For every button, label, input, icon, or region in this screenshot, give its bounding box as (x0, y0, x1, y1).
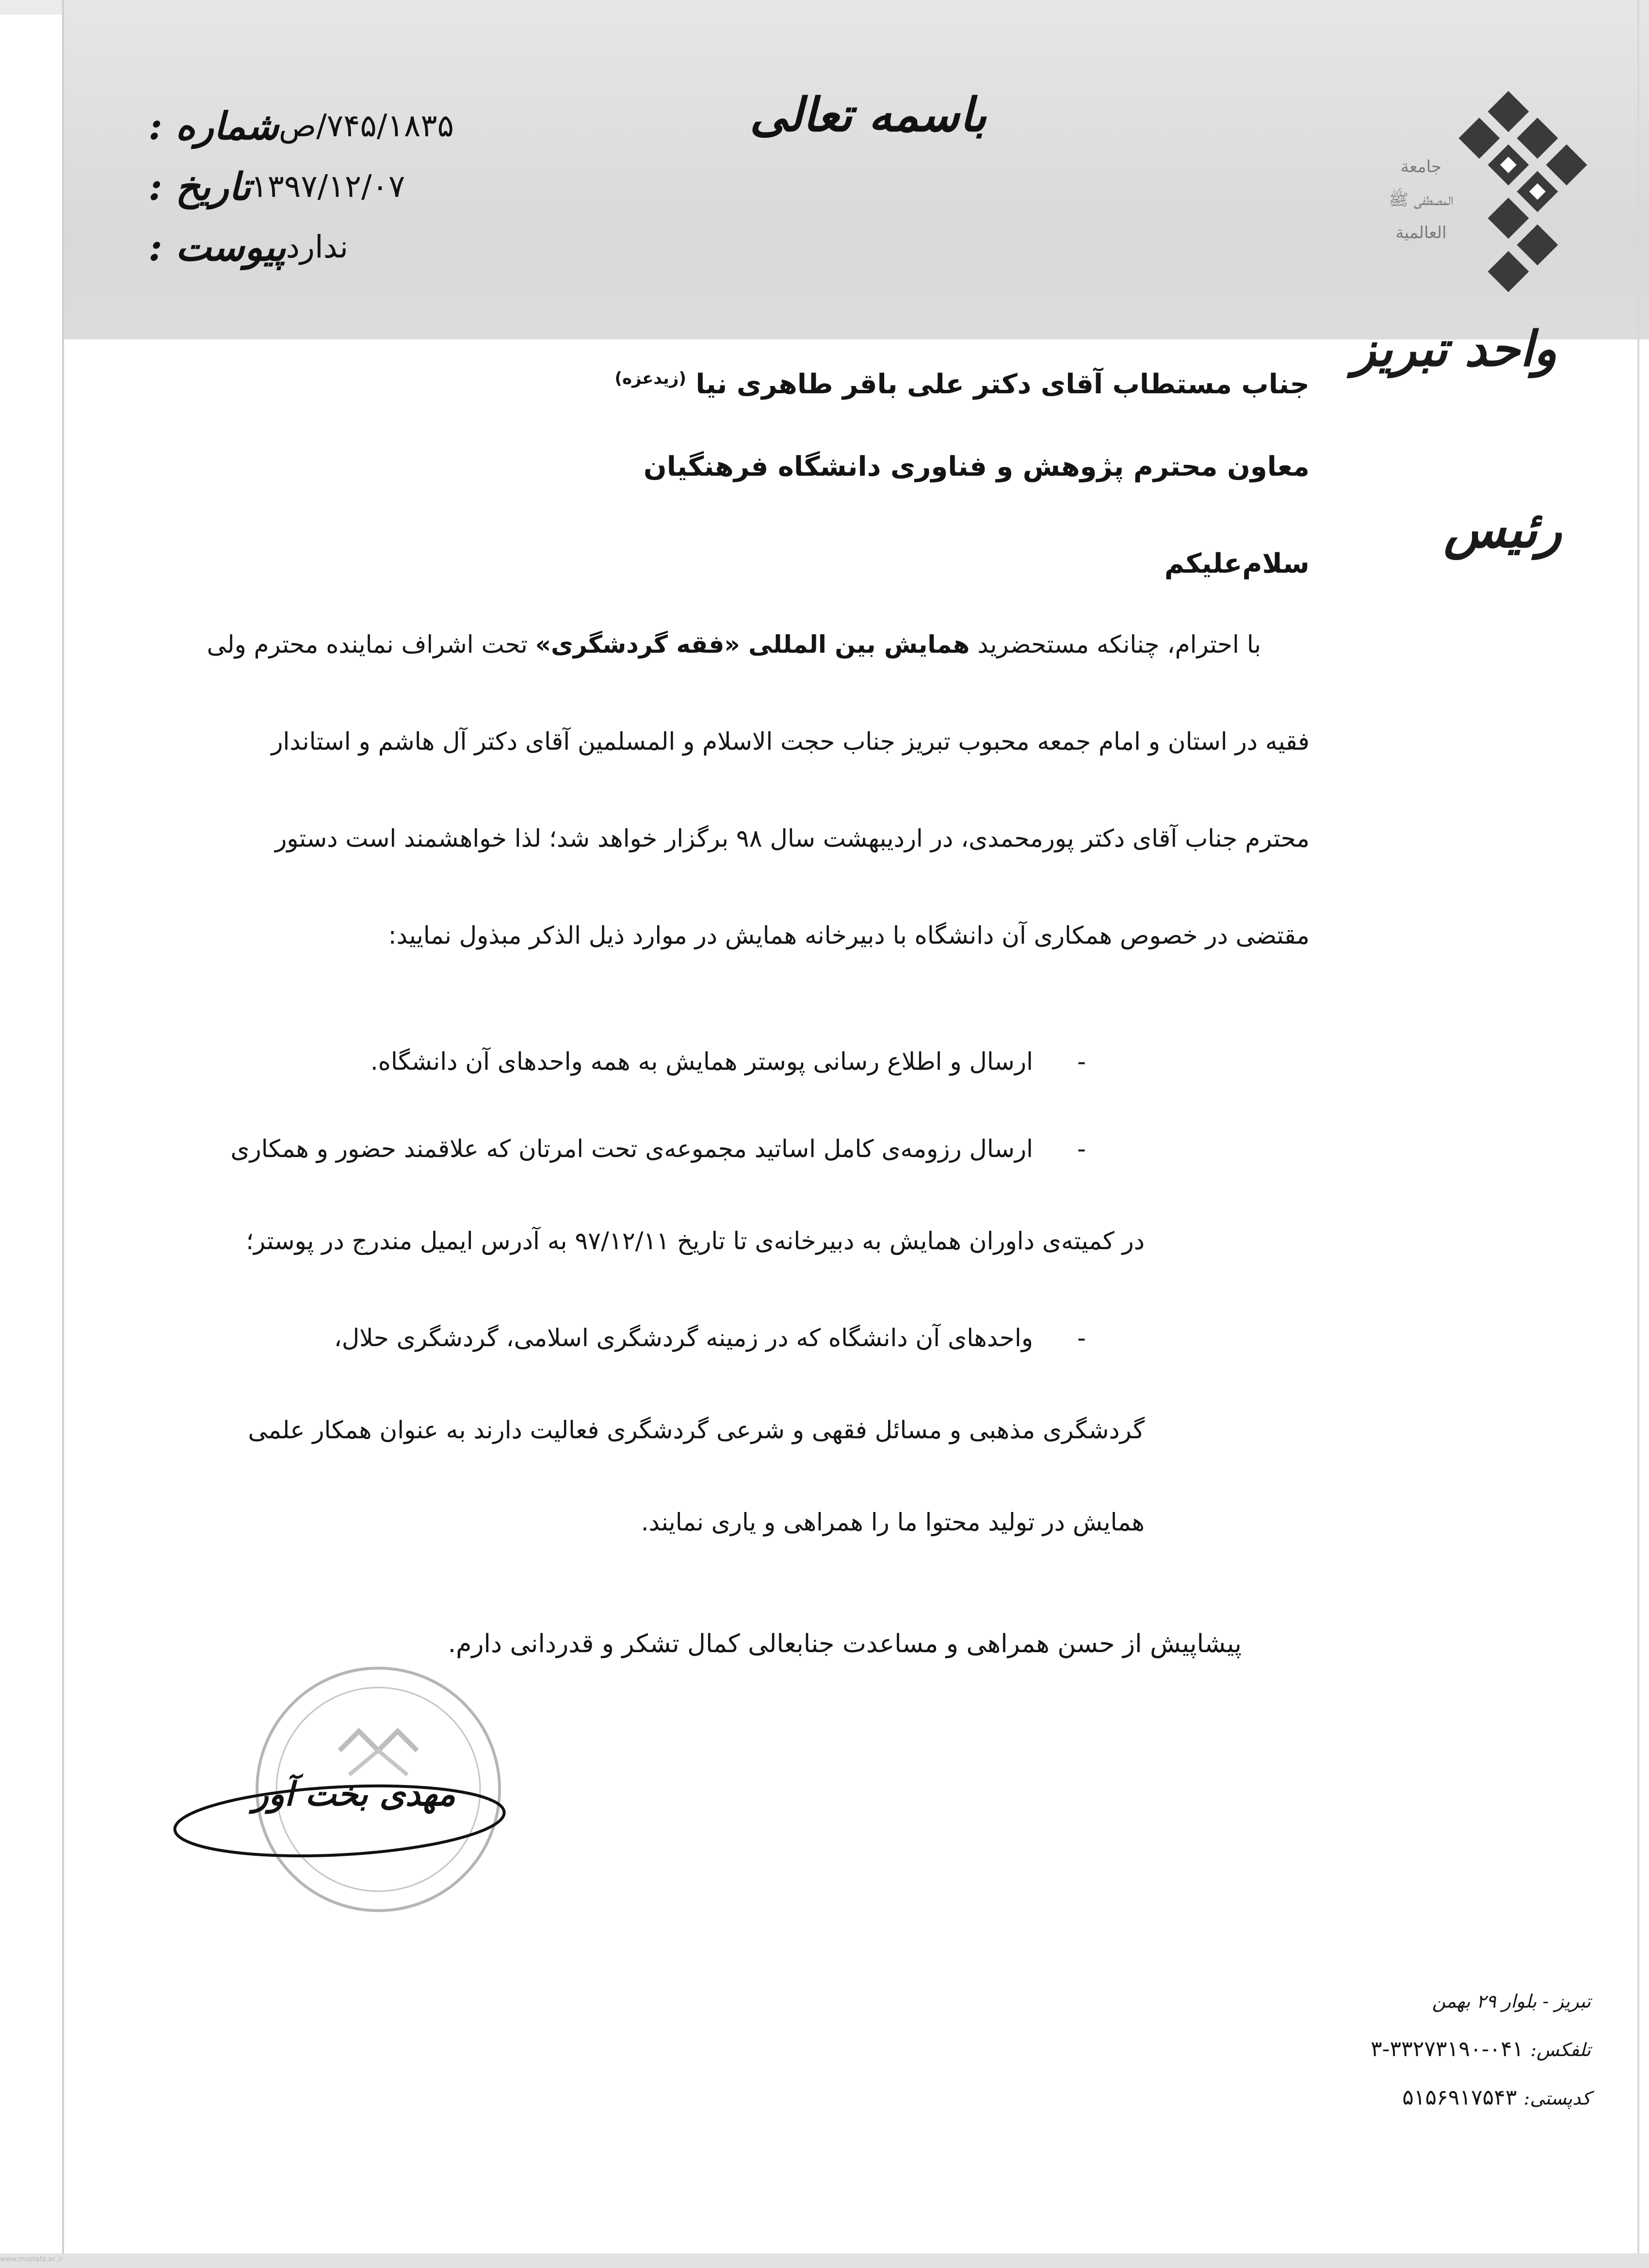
closing-line: پیشاپیش از حسن همراهی و مساعدت جنابعالی کمال تشکر و قدردانی دارم. (448, 1629, 1242, 1658)
contact-footer (1319, 1988, 1591, 2172)
attachment-label: پیوست : (148, 225, 286, 270)
role-title: رئیس (1443, 499, 1562, 559)
postal-label: کدپستی: (1523, 2088, 1591, 2109)
paragraph-text: تحت اشراف نماینده محترم ولی (207, 630, 535, 659)
date-value: ۱۳۹۷/۱۲/۰۷ (251, 169, 405, 205)
address-text: تبریز - بلوار ۲۹ بهمن (1432, 1991, 1591, 2012)
list-item-1: ارسال و اطلاع رسانی پوستر همایش به همه واحدهای آن دانشگاه. (370, 1047, 1033, 1076)
list-item-3-continued: همایش در تولید محتوا ما را همراهی و یاری نمایند. (641, 1508, 1145, 1536)
addressee-honorific: (زیدعزه) (614, 369, 686, 388)
addressee-name: جناب مستطاب آقای دکتر علی باقر طاهری نیا (695, 369, 1310, 400)
addressee-name-line (436, 369, 1310, 400)
invocation-heading: باسمه تعالی (749, 87, 987, 142)
logo-text-line: جامعة (1400, 157, 1442, 177)
postal-line (1402, 2085, 1591, 2110)
paragraph-text: با احترام، چنانکه مستحضرید (970, 630, 1261, 659)
paragraph-line-1 (97, 630, 1261, 659)
logo-text-line: العالمیة (1395, 223, 1447, 242)
attachment-value: ندارد (286, 229, 349, 265)
number-row (136, 97, 504, 155)
number-value: ۷۴۵/۱۸۳۵/ص (278, 108, 454, 144)
university-logo (1348, 78, 1610, 301)
date-label: تاریخ : (148, 164, 251, 209)
paragraph-line-2: فقیه در استان و امام جمعه محبوب تبریز جناب حجت الاسلام و المسلمین آقای دکتر آل هاشم و استاندار (271, 727, 1310, 756)
list-bullet: - (1077, 1324, 1086, 1352)
address-line (1432, 1988, 1591, 2013)
number-label: شماره : (148, 104, 279, 148)
list-item-2: ارسال رزومه‌ی کامل اساتید مجموعه‌ی تحت امرتان که علاقمند حضور و همکاری (230, 1135, 1033, 1163)
postal-value: ۵۱۵۶۹۱۷۵۴۳ (1402, 2085, 1517, 2110)
unit-title: واحد تبریز (1352, 320, 1557, 377)
list-item-2-continued: در کمیته‌ی داوران همایش به دبیرخانه‌ی تا تاریخ ۹۷/۱۲/۱۱ به آدرس ایمیل مندرج در پوستر؛ (246, 1227, 1145, 1255)
scan-strip-bottom (0, 2253, 1649, 2268)
logo-text-line: المصطفی ﷺ (1389, 190, 1454, 209)
list-item-3: واحدهای آن دانشگاه که در زمینه گردشگری اسلامی، گردشگری حلال، (334, 1324, 1033, 1352)
list-bullet: - (1077, 1135, 1086, 1163)
site-watermark: www.mustafa.ac.ir (0, 2255, 63, 2263)
letter-metadata (136, 97, 504, 301)
attachment-row (136, 218, 504, 276)
list-item-3-continued: گردشگری مذهبی و مسائل فقهی و شرعی گردشگری فعالیت دارند به عنوان همکار علمی (248, 1416, 1145, 1444)
phone-label: تلفکس: (1530, 2039, 1591, 2060)
page-edge-left (62, 0, 64, 2268)
phone-value: ۰۴۱-۳۳۲۷۳۱۹۰-۳ (1370, 2037, 1524, 2061)
paragraph-line-3: محترم جناب آقای دکتر پورمحمدی، در اردیبهشت سال ۹۸ برگزار خواهد شد؛ لذا خواهشمند است دستور (275, 824, 1310, 853)
date-row (136, 158, 504, 216)
signature-name: مهدی بخت آور (252, 1775, 456, 1814)
logo-text (1363, 150, 1479, 249)
list-bullet: - (1077, 1047, 1086, 1076)
addressee-title: معاون محترم پژوهش و فناوری دانشگاه فرهنگیان (643, 451, 1310, 483)
conference-name: همایش بین المللی «فقه گردشگری» (535, 630, 970, 659)
page-edge-right (1637, 0, 1639, 2268)
greeting: سلام‌علیکم (1164, 548, 1310, 579)
paragraph-line-4: مقتضی در خصوص همکاری آن دانشگاه با دبیرخانه همایش در موارد ذیل الذکر مبذول نمایید: (388, 921, 1310, 949)
phone-line (1371, 2037, 1591, 2061)
